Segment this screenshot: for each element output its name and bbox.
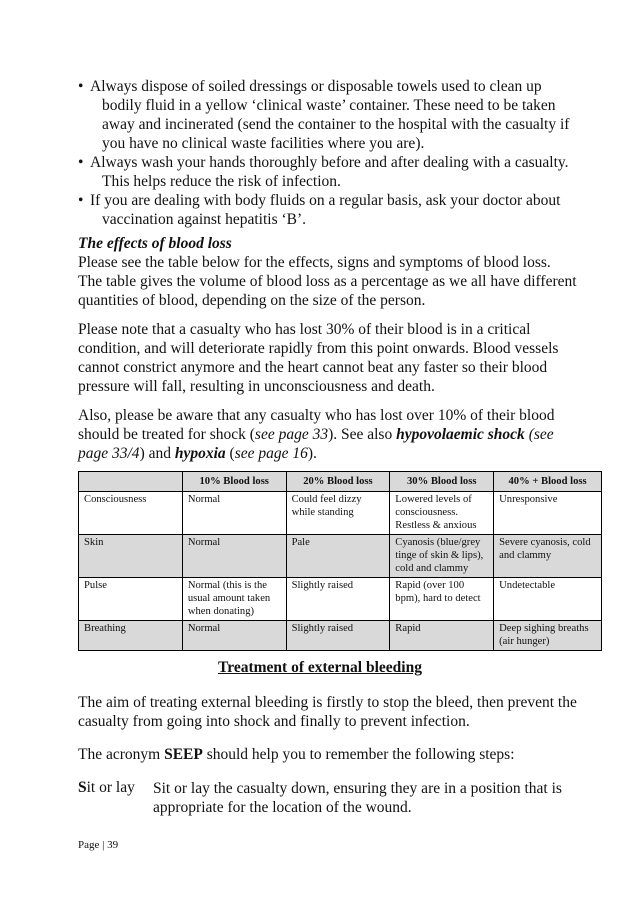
paragraph-line: condition, and will deteriorate rapidly from this point onwards. Blood vessels	[78, 340, 559, 357]
table-cell: Rapid	[390, 621, 494, 651]
table-cell: Normal (this is the usual amount taken when donating)	[182, 578, 286, 621]
bullet-line: vaccination against hepatitis ‘B’.	[102, 211, 307, 228]
table-cell: Slightly raised	[286, 578, 390, 621]
paragraph-line: Also, please be aware that any casualty who has lost over 10% of their blood	[78, 407, 555, 424]
table-cell: Normal	[182, 535, 286, 578]
bullet-line: you have no clinical waste facilities where you are).	[102, 135, 425, 152]
text-run: ). See also	[328, 426, 397, 443]
table-header-cell: 10% Blood loss	[182, 472, 286, 492]
step-key	[78, 779, 135, 797]
table-row	[79, 535, 602, 578]
paragraph-line: casualty from going into shock and finally to prevent infection.	[78, 713, 470, 730]
table-cell: Lowered levels of consciousness. Restless & anxious	[390, 492, 494, 535]
paragraph-line	[78, 425, 578, 444]
text-run: ).	[307, 445, 317, 462]
acronym-term: SEEP	[164, 746, 203, 763]
table-header-cell: 30% Blood loss	[390, 472, 494, 492]
bullet-line: This helps reduce the risk of infection.	[102, 173, 341, 190]
effects-section	[78, 234, 578, 310]
cross-reference-term: hypoxia	[174, 445, 226, 462]
table-row	[79, 578, 602, 621]
page-reference: page 33/4	[78, 445, 140, 462]
paragraph-line: Please see the table below for the effects, signs and symptoms of blood loss.	[78, 254, 551, 271]
step-key-rest: it or lay	[86, 779, 135, 796]
bullet-item	[78, 191, 578, 229]
row-label-cell: Skin	[79, 535, 183, 578]
page-number: Page | 39	[78, 839, 119, 851]
row-label-cell: Consciousness	[79, 492, 183, 535]
section-heading: The effects of blood loss	[78, 235, 232, 252]
page-reference: see page 16	[234, 445, 308, 462]
hygiene-bullet-list	[78, 77, 578, 229]
table-header-cell	[79, 472, 183, 492]
table-cell: Could feel dizzy while standing	[286, 492, 390, 535]
bullet-symbol: •	[78, 78, 84, 95]
treatment-title: Treatment of external bleeding	[218, 659, 422, 676]
table-header-row	[79, 472, 602, 492]
paragraph-line: Sit or lay the casualty down, ensuring they are in a position that is	[153, 780, 562, 797]
table-cell: Unresponsive	[494, 492, 602, 535]
paragraph-line: quantities of blood, depending on the size of the person.	[78, 292, 426, 309]
text-run: ) and	[139, 445, 175, 462]
paragraph-line: appropriate for the location of the wound.	[153, 799, 412, 816]
text-run: (see	[524, 426, 554, 443]
acronym-paragraph	[78, 745, 578, 764]
bullet-line: bodily fluid in a yellow ‘clinical waste’ container. These need to be taken	[102, 97, 556, 114]
table-cell: Slightly raised	[286, 621, 390, 651]
bullet-line: away and incinerated (send the container to the hospital with the casualty if	[102, 116, 570, 133]
bullet-line: Always dispose of soiled dressings or disposable towels used to clean up	[90, 78, 542, 95]
cross-reference-term: hypovolaemic shock	[396, 426, 525, 443]
table-cell: Rapid (over 100 bpm), hard to detect	[390, 578, 494, 621]
critical-condition-paragraph	[78, 320, 578, 396]
text-run: The acronym	[78, 746, 165, 763]
aim-paragraph	[78, 693, 578, 731]
paragraph-line: The aim of treating external bleeding is firstly to stop the bleed, then prevent the	[78, 694, 577, 711]
bullet-symbol: •	[78, 192, 84, 209]
text-run: should be treated for shock (	[78, 426, 255, 443]
shock-paragraph	[78, 406, 578, 463]
table-cell: Normal	[182, 492, 286, 535]
paragraph-line: Please note that a casualty who has lost 30% of their blood is in a critical	[78, 321, 531, 338]
paragraph-line	[78, 444, 578, 463]
row-label-cell: Pulse	[79, 578, 183, 621]
table-row	[79, 621, 602, 651]
bullet-symbol: •	[78, 154, 84, 171]
bullet-item	[78, 77, 578, 153]
blood-loss-table	[78, 471, 602, 651]
row-label-cell: Breathing	[79, 621, 183, 651]
table-cell: Pale	[286, 535, 390, 578]
bullet-item	[78, 153, 578, 191]
page-reference: see page 33	[254, 426, 329, 443]
step-description	[153, 779, 583, 817]
table-header-cell: 20% Blood loss	[286, 472, 390, 492]
paragraph-line: pressure will fall, resulting in unconsciousness and death.	[78, 378, 435, 395]
paragraph-line: cannot constrict anymore and the heart cannot beat any faster so their blood	[78, 359, 548, 376]
table-header-cell: 40% + Blood loss	[494, 472, 602, 492]
bullet-line: If you are dealing with body fluids on a regular basis, ask your doctor about	[90, 192, 561, 209]
paragraph-line: The table gives the volume of blood loss as a percentage as we all have different	[78, 273, 577, 290]
table-cell: Cyanosis (blue/grey tinge of skin & lips), cold and clammy	[390, 535, 494, 578]
table-cell: Undetectable	[494, 578, 602, 621]
bullet-line: Always wash your hands thoroughly before and after dealing with a casualty.	[90, 154, 569, 171]
step-initial: S	[78, 779, 87, 796]
text-run: should help you to remember the following steps:	[202, 746, 515, 763]
table-row	[79, 492, 602, 535]
table-cell: Normal	[182, 621, 286, 651]
table-cell: Severe cyanosis, cold and clammy	[494, 535, 602, 578]
text-run: (	[225, 445, 235, 462]
table-cell: Deep sighing breaths (air hunger)	[494, 621, 602, 651]
